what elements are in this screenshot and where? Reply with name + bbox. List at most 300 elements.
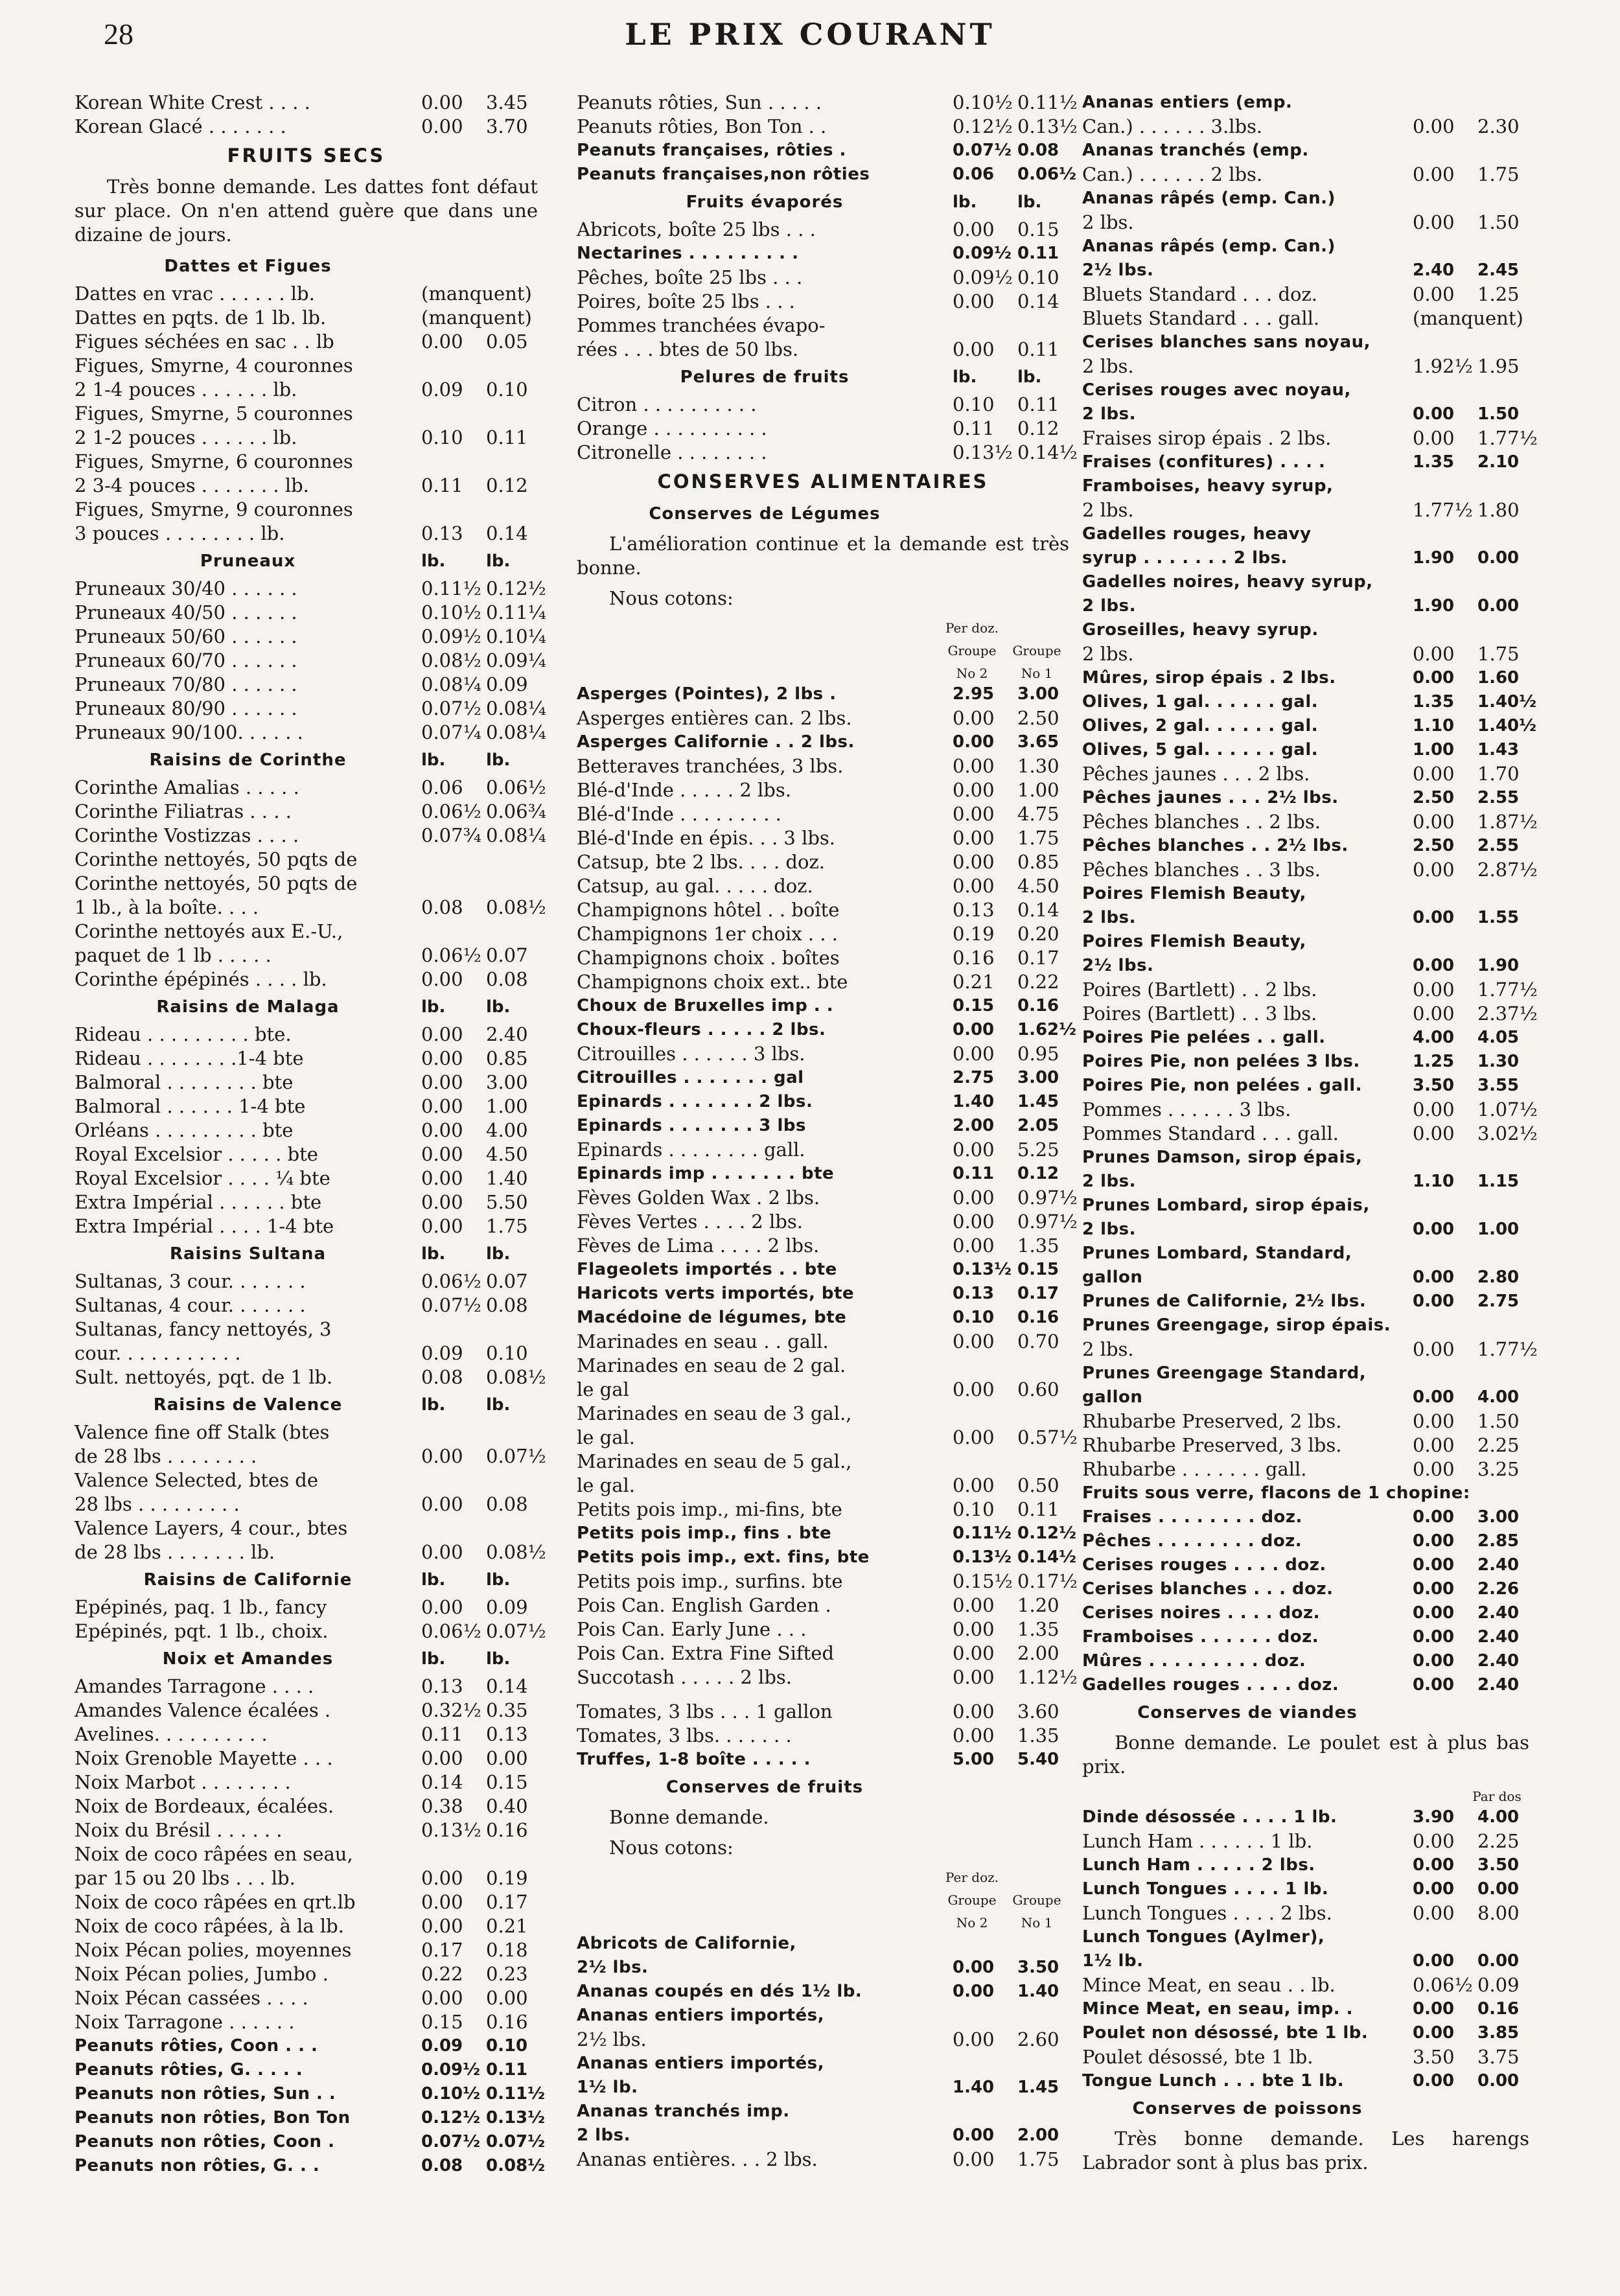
price-row [75, 1794, 538, 1818]
item-name: paquet de 1 lb . . . . . [75, 944, 272, 966]
item-name: Pêches jaunes . . . 2½ lbs. [1082, 788, 1339, 807]
price-group-1: 2.45 [1477, 261, 1520, 280]
column-header-label: Par dos [1472, 1789, 1522, 1804]
item-name: Poires (Bartlett) . . 3 lbs. [1082, 1003, 1317, 1025]
price-group-1: 0.07½ [486, 1620, 546, 1642]
price-row [1082, 330, 1529, 354]
item-name: Poires (Bartlett) . . 2 lbs. [1082, 979, 1317, 1001]
price-group-2: 0.38 [421, 1795, 463, 1817]
price-group-2: 0.00 [953, 2028, 995, 2050]
item-name: Framboises, heavy syrup, [1082, 476, 1334, 496]
price-row [1082, 1002, 1538, 1026]
price-row [1082, 1218, 1529, 1242]
price-group-2: 0.07¾ [421, 824, 481, 846]
price-group-1: 1.40 [1017, 1982, 1059, 2001]
price-row [1082, 1266, 1529, 1290]
price-row [75, 1699, 538, 1722]
price-row [577, 1234, 1069, 1258]
price-group-1: 1.40½ [1477, 716, 1537, 736]
price-row [577, 2100, 1069, 2124]
column-header-label: Groupe [947, 643, 997, 658]
price-group-1: 2.10 [1477, 452, 1520, 472]
price-row [577, 1522, 1077, 1546]
price-group-1: 4.00 [1477, 1387, 1520, 1407]
price-group-1: 2.75 [1477, 1292, 1520, 1311]
item-name: Pommes Standard . . . gall. [1082, 1122, 1339, 1144]
price-row [577, 242, 1069, 266]
item-name: Citrouilles . . . . . . 3 lbs. [577, 1043, 805, 1065]
price-row [1082, 1338, 1538, 1362]
item-name: Rhubarbe Preserved, 3 lbs. [1082, 1434, 1342, 1456]
price-row [75, 800, 546, 824]
item-name: Orléans . . . . . . . . . bte [75, 1119, 294, 1141]
price-group-2: 0.12½ [953, 115, 1013, 137]
price-row [75, 1890, 538, 1914]
price-group-2: 2.50 [1413, 836, 1455, 855]
price-row [75, 721, 546, 745]
unit-label [1017, 498, 1069, 529]
price-group-1: 2.25 [1477, 1434, 1520, 1456]
item-name: Tomates, 3 lbs . . . 1 gallon [577, 1700, 833, 1722]
price-group-1: 0.11 [1017, 393, 1059, 415]
item-name: le gal. [577, 1426, 636, 1448]
price-row [577, 1210, 1078, 1234]
price-row [1082, 1649, 1529, 1673]
item-name: Bluets Standard . . . gall. [1082, 307, 1320, 329]
price-group-1: 0.08½ [486, 2156, 546, 2175]
item-name: Figues séchées en sac . . lb [75, 330, 334, 353]
unit-label: lb. [421, 750, 446, 770]
item-name: Citronelle . . . . . . . . [577, 441, 767, 463]
price-row [1082, 546, 1529, 570]
price-row [1082, 259, 1529, 283]
subsection-title: Raisins de Malaga [156, 997, 340, 1017]
item-name: Pruneaux 60/70 . . . . . . [75, 649, 297, 671]
price-group-2: 0.00 [1413, 1855, 1455, 1875]
item-name: 1½ lb. [1082, 1951, 1144, 1971]
price-row [1082, 1098, 1538, 1122]
item-name: Choux-fleurs . . . . . 2 lbs. [577, 1020, 826, 1039]
price-row [1082, 978, 1538, 1002]
item-name: Lunch Tongues . . . . 2 lbs. [1082, 1902, 1332, 1924]
item-name: Prunes Lombard, sirop épais, [1082, 1196, 1370, 1215]
price-group-1: 2.40 [1477, 1675, 1520, 1695]
price-row [75, 1675, 538, 1699]
price-row [75, 1468, 538, 1492]
price-group-1: 1.60 [1477, 668, 1520, 688]
item-name: Peanuts rôties, Bon Ton . . [577, 115, 827, 137]
subsection-title: Raisins Sultana [169, 1244, 327, 1264]
price-group-2: 0.00 [953, 803, 995, 825]
price-group-1: 5.40 [1017, 1750, 1059, 1769]
item-name: Blé-d'Inde en épis. . . 3 lbs. [577, 827, 836, 849]
item-name: 2 lbs. [1082, 1338, 1134, 1360]
price-row [577, 1474, 1069, 1498]
price-group-1: 1.35 [1017, 1235, 1059, 1257]
item-name: Peanuts rôties, Coon . . . [75, 2036, 318, 2056]
item-name: Ananas râpés (emp. Can.) [1082, 189, 1336, 208]
price-group-1: 1.07½ [1477, 1098, 1538, 1120]
price-row [75, 426, 538, 450]
price-group-2: 0.00 [953, 1724, 995, 1746]
price-row [1082, 139, 1529, 163]
price-row [577, 970, 1069, 994]
price-group-1: 0.23 [486, 1963, 528, 1985]
price-group-2: 0.12½ [421, 2108, 481, 2128]
price-group-2: 1.40 [953, 1092, 995, 1111]
price-row [75, 824, 546, 848]
market-note: Nous cotons: [609, 587, 734, 609]
item-name: Pruneaux 40/50 . . . . . . [75, 601, 297, 623]
unit-label: lb. [1017, 192, 1042, 212]
price-group-2: 0.00 [421, 1891, 463, 1913]
price-row [1082, 1529, 1529, 1553]
item-name: Noix Pécan cassées . . . . [75, 1987, 308, 2009]
price-row [1082, 1362, 1529, 1386]
item-name: Succotash . . . . . 2 lbs. [577, 1666, 792, 1688]
item-name: Poulet désossé, bte 1 lb. [1082, 2046, 1313, 2068]
price-group-1: 0.11½ [486, 2084, 546, 2104]
price-row [75, 1270, 538, 1293]
item-name: Noix Pécan polies, moyennes [75, 1939, 352, 1961]
price-row [1082, 1925, 1529, 1949]
price-group-2: 0.00 [421, 1023, 463, 1045]
price-group-1: 1.45 [1017, 1092, 1059, 1111]
price-group-1: 1.12½ [1017, 1666, 1078, 1688]
price-group-2: 1.90 [1413, 548, 1455, 568]
price-group-2: 0.00 [953, 827, 995, 849]
price-row [1082, 954, 1529, 978]
price-group-1: 4.05 [1477, 1028, 1520, 1047]
price-row [577, 1594, 1069, 1618]
unit-label [421, 251, 486, 282]
price-group-1: 0.14 [486, 522, 528, 544]
price-group-1: 0.10 [1017, 266, 1059, 288]
price-group-2: 0.13½ [953, 1260, 1012, 1279]
price-group-2: 0.00 [953, 779, 995, 801]
price-row [577, 139, 1069, 163]
item-name: Noix de Bordeaux, écalées. [75, 1795, 334, 1817]
price-group-1: 0.16 [1017, 1308, 1059, 1327]
item-name: Lunch Tongues (Aylmer), [1082, 1927, 1325, 1947]
price-group-2: 0.10½ [421, 2084, 481, 2104]
price-group-2: 0.00 [1413, 1507, 1455, 1527]
price-group-1: 0.11½ [1017, 91, 1078, 113]
price-group-1: 2.26 [1477, 1579, 1520, 1599]
price-row [1082, 594, 1529, 618]
price-group-1: 2.55 [1477, 788, 1520, 807]
price-group-2: 0.11 [953, 417, 995, 439]
price-group-1: 0.16 [1017, 996, 1059, 1015]
price-group-2: 0.10½ [421, 601, 481, 623]
price-row [577, 266, 1069, 290]
price-group-2: 0.07½ [421, 2132, 481, 2151]
item-name: Catsup, au gal. . . . . doz. [577, 875, 813, 897]
price-group-2: 0.08 [421, 2156, 463, 2175]
price-group-1: 1.43 [1477, 740, 1520, 760]
price-group-2: 0.08¼ [421, 673, 481, 695]
price-row [577, 1090, 1069, 1114]
price-row [577, 1748, 1069, 1772]
price-group-1: 1.30 [1017, 755, 1059, 777]
price-group-2: 0.00 [421, 1747, 463, 1769]
price-group-1: 0.17½ [1017, 1570, 1078, 1592]
price-group-2: 0.00 [1413, 1003, 1455, 1025]
subsection-title: Dattes et Figues [164, 257, 332, 276]
price-row [577, 1700, 1069, 1724]
price-group-2: 0.00 [1413, 1268, 1455, 1287]
price-group-2: 0.00 [1413, 908, 1455, 927]
item-name: Petits pois imp., surfins. bte [577, 1570, 843, 1592]
item-name: Figues, Smyrne, 6 couronnes [75, 450, 353, 472]
price-group-2: 1.40 [953, 2078, 995, 2097]
price-row [75, 1619, 546, 1643]
price-row [577, 2052, 1069, 2076]
item-name: 28 lbs . . . . . . . . . [75, 1493, 240, 1515]
price-group-1: 2.87½ [1477, 859, 1538, 881]
price-row [75, 1595, 538, 1619]
price-column-right [1082, 91, 1538, 2281]
item-name: Peanuts rôties, Sun . . . . . [577, 91, 822, 113]
price-row [577, 1162, 1069, 1186]
price-row [1082, 1386, 1529, 1409]
item-name: Rideau . . . . . . . .1-4 bte [75, 1047, 304, 1069]
price-group-1: 0.06½ [1017, 165, 1077, 184]
column-header-label [1004, 1869, 1069, 1886]
item-name: 2 lbs. [1082, 1220, 1137, 1239]
item-name: Ananas coupés en dés 1½ lb. [577, 1982, 862, 2001]
price-group-1: 1.80 [1477, 499, 1520, 521]
price-group-2: 0.00 [953, 1330, 995, 1352]
price-group-1: 1.00 [1017, 779, 1059, 801]
price-group-1: 0.00 [1477, 1951, 1520, 1971]
price-group-2: 0.00 [421, 968, 463, 990]
item-name: Peanuts non rôties, G. . . [75, 2156, 320, 2175]
item-name: Mûres, sirop épais . 2 lbs. [1082, 668, 1336, 688]
price-row [577, 2028, 1069, 2052]
item-name: Rideau . . . . . . . . . bte. [75, 1023, 292, 1045]
price-row [75, 1986, 538, 2010]
price-row [1082, 642, 1529, 666]
price-row [577, 290, 1069, 314]
item-name: Pruneaux 70/80 . . . . . . [75, 673, 297, 695]
price-group-2: 0.00 [1413, 427, 1455, 449]
price-row [1082, 115, 1529, 139]
item-name: Asperges Californie . . 2 lbs. [577, 732, 855, 752]
item-name: Pêches . . . . . . . . doz. [1082, 1531, 1302, 1551]
item-name: Corinthe nettoyés, 50 pqts de [75, 848, 358, 870]
price-group-1: 2.50 [1017, 707, 1059, 729]
price-row [1082, 1050, 1529, 1074]
unit-label: lb. [486, 1570, 511, 1590]
price-column-header [577, 1909, 1069, 1932]
price-group-2: 0.00 [953, 1426, 995, 1448]
unit-label: lb. [421, 1244, 446, 1264]
item-name: Figues, Smyrne, 5 couronnes [75, 402, 353, 424]
item-name: Epépinés, paq. 1 lb., fancy [75, 1596, 327, 1618]
price-group-1: 1.95 [1477, 355, 1520, 377]
item-name: Pêches, boîte 25 lbs . . . [577, 266, 803, 288]
item-name: Fraises sirop épais . 2 lbs. [1082, 427, 1332, 449]
item-name: Noix de coco râpées, à la lb. [75, 1915, 344, 1937]
subsection-title: Pelures de fruits [680, 367, 850, 387]
price-group-1: 1.77½ [1477, 1338, 1538, 1360]
price-group-2: 0.00 [421, 1596, 463, 1618]
price-row [577, 706, 1069, 730]
column-header-label: Groupe [1012, 1892, 1061, 1908]
price-group-2: 0.09 [421, 1342, 463, 1364]
price-row [1082, 810, 1538, 834]
price-group-2: 0.10 [421, 426, 463, 448]
unit-label: lb. [953, 367, 977, 387]
price-group-1: 0.10 [486, 1342, 528, 1364]
price-group-1: 0.12 [1017, 1164, 1059, 1183]
price-row [75, 1317, 538, 1341]
item-name: Sultanas, fancy nettoyés, 3 [75, 1318, 332, 1340]
price-row [75, 1214, 538, 1238]
price-group-1: 0.20 [1017, 923, 1059, 945]
price-group-2: 0.09 [421, 378, 463, 400]
price-group-2: 0.00 [1413, 859, 1455, 881]
price-row [1082, 618, 1529, 642]
unit-label [1413, 2093, 1477, 2124]
item-name: Citron . . . . . . . . . . [577, 393, 757, 415]
item-name: Sultanas, 3 cour. . . . . . . [75, 1270, 306, 1292]
price-group-2: 0.00 [1413, 763, 1455, 785]
market-note: Bonne demande. Le poulet est à plus bas prix. [1082, 1732, 1529, 1778]
price-row [577, 1402, 1069, 1426]
item-name: Poires Flemish Beauty, [1082, 932, 1306, 951]
price-group-1: 0.16 [486, 1819, 528, 1841]
item-name: Choux de Bruxelles imp . . [577, 996, 834, 1015]
price-group-2: 0.13½ [953, 441, 1013, 463]
price-group-2: 0.14 [421, 1771, 463, 1793]
price-group-2: 0.06½ [421, 800, 481, 822]
price-row [1082, 1290, 1529, 1314]
price-row [1082, 1997, 1529, 2021]
price-row [1082, 858, 1538, 882]
subsection-title: Conserves de viandes [1137, 1703, 1358, 1722]
unit-label [1413, 1697, 1477, 1728]
item-name: Epépinés, pqt. 1 lb., choix. [75, 1620, 329, 1642]
price-row [1082, 1122, 1538, 1146]
price-group-2: 0.13 [953, 1284, 995, 1303]
price-row [1082, 163, 1529, 187]
price-group-1: 3.70 [486, 115, 528, 137]
price-group-2: 3.90 [1413, 1807, 1455, 1827]
price-row [75, 1421, 538, 1444]
price-row [577, 338, 1069, 362]
item-name: Balmoral . . . . . . . . bte [75, 1071, 294, 1093]
price-group-2: 0.06 [953, 165, 995, 184]
price-row [75, 1722, 538, 1746]
price-group-1: 0.85 [486, 1047, 528, 1069]
price-group-2: (manquent) [421, 307, 532, 329]
price-row [75, 450, 538, 474]
item-name: Ananas entiers importés, [577, 2006, 824, 2025]
price-row [1082, 1026, 1529, 1050]
price-column-header [577, 637, 1069, 660]
item-name: 2 lbs. [1082, 1172, 1137, 1191]
price-group-1: 3.00 [486, 1071, 528, 1093]
price-row [577, 314, 1069, 338]
item-name: 2 lbs. [577, 2126, 631, 2145]
item-name: rées . . . btes de 50 lbs. [577, 338, 799, 360]
price-row [577, 1570, 1078, 1594]
price-group-2: 0.00 [1413, 1292, 1455, 1311]
item-name: 2 lbs. [1082, 211, 1134, 233]
price-group-2: 2.40 [1413, 261, 1455, 280]
price-row [1082, 1673, 1529, 1697]
price-group-2: 0.07¼ [421, 721, 481, 743]
price-group-2: 0.00 [421, 1191, 463, 1213]
price-group-1: 0.16 [486, 2011, 528, 2033]
subsection-title: Conserves de Légumes [649, 504, 881, 524]
price-group-2: 0.00 [1413, 1555, 1455, 1575]
price-group-2: 0.00 [953, 2126, 995, 2145]
price-group-2: 2.00 [953, 1116, 995, 1135]
item-name: 2 lbs. [1082, 355, 1134, 377]
price-group-2: 0.00 [953, 1187, 995, 1209]
price-group-2: 0.00 [421, 1215, 463, 1237]
price-group-2: 0.00 [1413, 1603, 1455, 1623]
price-row [1082, 402, 1529, 426]
price-group-1: 2.00 [1017, 1642, 1059, 1664]
price-row [75, 378, 538, 402]
item-name: Citrouilles . . . . . . . gal [577, 1068, 804, 1087]
price-group-2: 0.13 [421, 522, 463, 544]
price-group-1: 0.14½ [1017, 1548, 1077, 1567]
item-name: Rhubarbe . . . . . . . gall. [1082, 1458, 1307, 1480]
unit-label [1017, 1772, 1069, 1803]
price-row [577, 393, 1069, 417]
price-column-header [1082, 1783, 1529, 1805]
item-name: Corinthe Vostizzas . . . . [75, 824, 299, 846]
unit-label: lb. [486, 997, 511, 1017]
price-group-1: 0.57½ [1017, 1426, 1078, 1448]
price-group-1: 1.75 [486, 1215, 528, 1237]
price-row [75, 2034, 538, 2058]
price-group-2: 0.00 [421, 1119, 463, 1141]
subsection-heading [577, 362, 1069, 393]
price-row [1082, 450, 1529, 474]
price-group-1: 1.35 [1017, 1724, 1059, 1746]
item-name: Epinards . . . . . . . 2 lbs. [577, 1092, 813, 1111]
price-row [577, 1618, 1069, 1641]
price-group-1: 0.70 [1017, 1330, 1059, 1352]
price-row [577, 850, 1069, 874]
subsection-heading [1082, 1697, 1529, 1728]
item-name: Gadelles rouges, heavy [1082, 524, 1312, 544]
subsection-heading [75, 546, 538, 577]
price-group-2: 0.00 [421, 1493, 463, 1515]
price-row [75, 1770, 538, 1794]
price-group-1: 1.15 [1477, 1172, 1520, 1191]
item-name: Pêches blanches . . 2 lbs. [1082, 811, 1321, 833]
price-group-2: 0.00 [1413, 1098, 1455, 1120]
price-group-1: 0.15 [486, 1771, 528, 1793]
subsection-title: Raisins de Corinthe [149, 750, 347, 770]
price-group-2: 0.00 [953, 1666, 995, 1688]
price-row [75, 848, 538, 872]
price-group-1: 4.00 [1477, 1807, 1520, 1827]
price-group-1: 0.06¾ [486, 800, 546, 822]
item-name: Marinades en seau de 2 gal. [577, 1354, 846, 1376]
section-heading: FRUITS SECS [227, 145, 386, 167]
price-group-1: 0.00 [1477, 596, 1520, 616]
price-group-1: 4.00 [486, 1119, 528, 1141]
price-group-1: 1.30 [1477, 1052, 1520, 1071]
